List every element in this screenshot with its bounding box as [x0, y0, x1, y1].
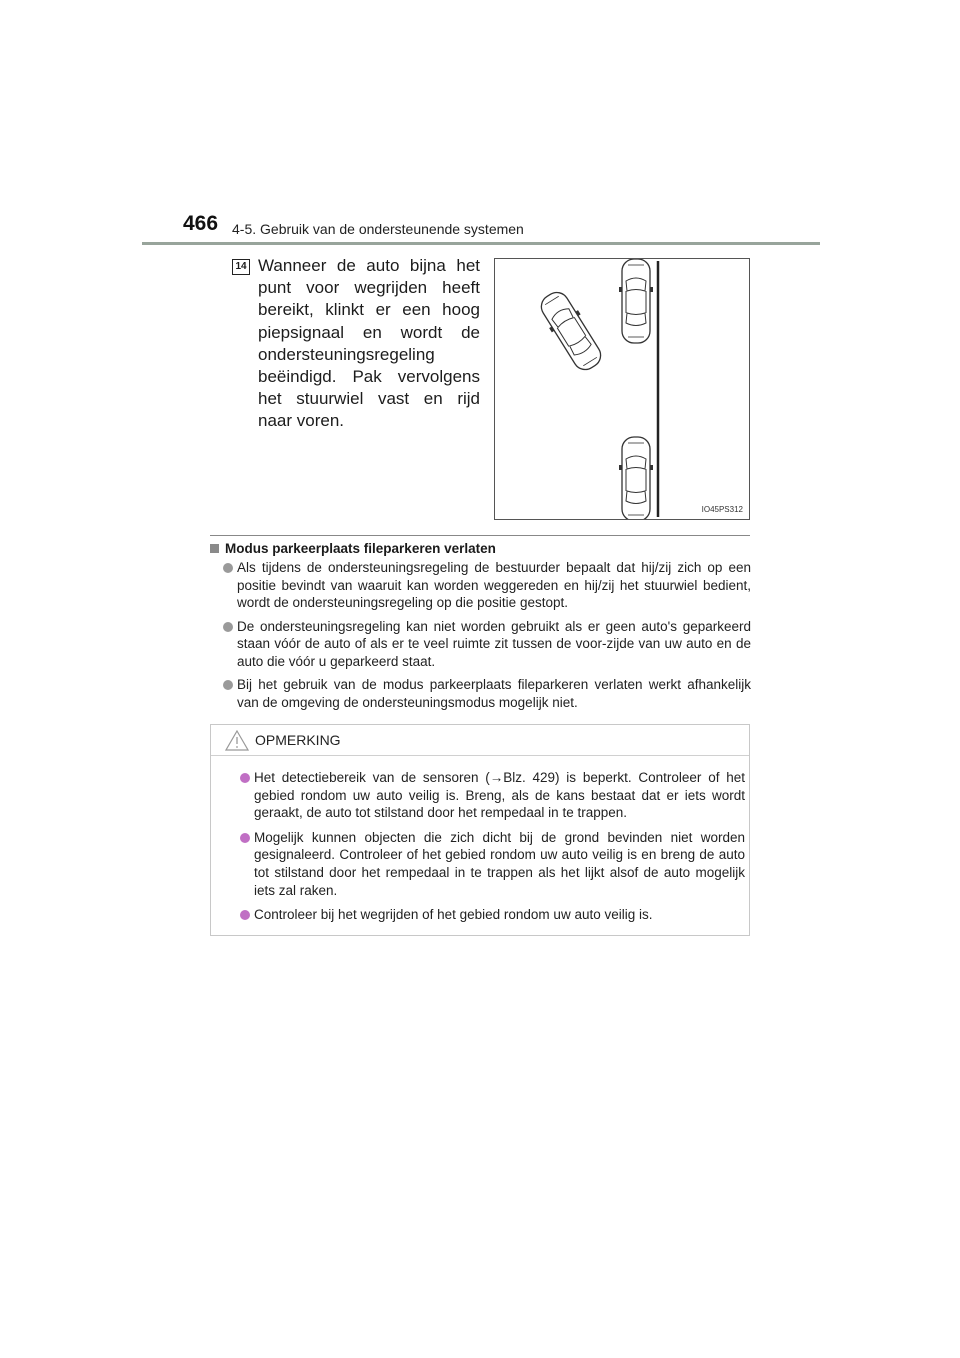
step-line: punt voor wegrijden heeft: [258, 278, 480, 298]
parking-diagram: [495, 259, 749, 519]
own-car-pulling-out: [534, 286, 607, 375]
notice-bullet-text: Controleer bij het wegrijden of het gebied rondom uw auto veilig is.: [254, 907, 653, 923]
parked-car-front: [619, 259, 653, 343]
info-section: [210, 541, 751, 717]
bullet-dot-icon: [240, 833, 250, 843]
bullet-dot-icon: [240, 773, 250, 783]
notice-header: [211, 725, 749, 756]
bullet-dot-icon: [223, 563, 233, 573]
info-bullet-text: Bij het gebruik van de modus parkeerplaats fileparkeren verlaten werkt afhankelijk van de omgeving de ondersteuningsmodus mogelijk niet.: [237, 677, 751, 710]
step-line: ondersteuningsregeling: [258, 344, 435, 364]
square-bullet-icon: [210, 544, 219, 553]
section-divider: [210, 535, 750, 536]
header-rule: [142, 242, 820, 245]
notice-body: [223, 769, 745, 931]
step-line: het stuurwiel vast en rijd: [258, 389, 480, 409]
bullet-dot-icon: [223, 680, 233, 690]
step-line: bereikt, klinkt er een hoog: [258, 300, 480, 320]
step-number-badge: 14: [232, 259, 250, 275]
figure-code: IO45PS312: [701, 505, 743, 514]
parked-car-rear: [619, 437, 653, 519]
notice-bullet-text: Het detectiebereik van de sensoren (→Blz. 429) is beperkt. Controleer of het gebied rondom uw auto veilig is. Breng, als de kans bestaat dat er iets wordt geraakt, de auto tot stilstand door het rempedaal in te trappen.: [254, 770, 745, 821]
info-bullet: [210, 618, 751, 671]
section-title: 4-5. Gebruik van de ondersteunende systemen: [232, 221, 524, 237]
notice-bullet: [223, 906, 745, 924]
info-bullet: [210, 676, 751, 711]
step-line: Wanneer de auto bijna het: [258, 256, 480, 275]
bullet-dot-icon: [240, 910, 250, 920]
notice-bullet: [223, 829, 745, 899]
info-bullet: [210, 559, 751, 612]
info-heading-text: Modus parkeerplaats fileparkeren verlaten: [225, 541, 496, 556]
notice-box: [210, 724, 750, 936]
step-description: [258, 255, 480, 433]
info-heading: [210, 541, 751, 556]
notice-bullet-text: Mogelijk kunnen objecten die zich dicht bij de grond bevinden niet worden gesignaleerd. Controleer of het gebied rondom uw auto veilig is en breng de auto tot stilstand door het rempedaal in te trappen als het lijkt alsof de auto mogelijk iets zal raken.: [254, 829, 745, 898]
info-bullet-text: Als tijdens de ondersteuningsregeling de bestuurder bepaalt dat hij/zij zich op een positie bevindt van waaruit kan worden weggereden en hij/zij het stuurwiel bedient, wordt de ondersteuningsregeling op die positie gestopt.: [237, 560, 751, 610]
step-line: piepsignaal en wordt de: [258, 322, 480, 342]
warning-triangle-icon: [225, 730, 249, 751]
notice-bullet: [223, 769, 745, 822]
bullet-dot-icon: [223, 622, 233, 632]
page-number: 466: [183, 212, 219, 235]
step-line: naar voren.: [258, 411, 344, 431]
parking-illustration: [494, 258, 750, 520]
notice-title: OPMERKING: [255, 732, 341, 748]
step-line: beëindigd. Pak vervolgens: [258, 367, 480, 387]
info-bullet-text: De ondersteuningsregeling kan niet worden gebruikt als er geen auto's geparkeerd staan vóór de auto of als er te veel ruimte zit tussen de voor-zijde van uw auto en de auto die vóór u geparkeerd staat.: [237, 618, 751, 669]
